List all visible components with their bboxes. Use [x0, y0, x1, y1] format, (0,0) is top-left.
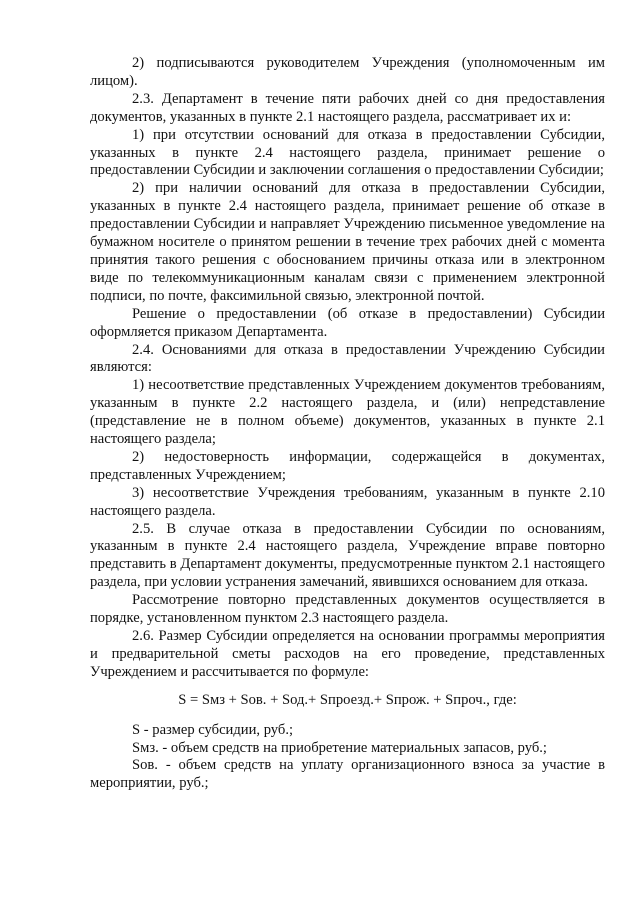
paragraph: 3) несоответствие Учреждения требованиям, указанным в пункте 2.10 настоящего раздела. [90, 484, 605, 519]
paragraph: 1) несоответствие представленных Учреждением документов требованиям, указанным в пункте 2.2 настоящего раздела, и (или) непредставление (представление не в полном объеме) документов, указанных в пункте 2.1 настоящего раздела; [90, 377, 605, 448]
definition-item: S - размер субсидии, руб.; [132, 721, 294, 738]
definition-item: Sов. - объем средств на уплату организационного взноса за участие в мероприятии, руб.; [90, 757, 605, 792]
formula: S = Sмз + Sов. + Sод.+ Sпроезд.+ Sпрож. + Sпроч., где: [178, 691, 517, 708]
paragraph: Решение о предоставлении (об отказе в предоставлении) Субсидии оформляется приказом Департамента. [90, 305, 605, 340]
definition-item: Sмз. - объем средств на приобретение материальных запасов, руб.; [132, 739, 547, 756]
document-page [90, 55, 605, 793]
paragraph: 2.4. Основаниями для отказа в предоставлении Учреждению Субсидии являются: [90, 341, 605, 376]
paragraph: 2.3. Департамент в течение пяти рабочих дней со дня предоставления документов, указанных в пункте 2.1 настоящего раздела, рассматривает их и: [90, 90, 605, 125]
paragraph: Рассмотрение повторно представленных документов осуществляется в порядке, установленном пунктом 2.3 настоящего раздела. [90, 592, 605, 627]
paragraph: 2) недостоверность информации, содержащейся в документах, представленных Учреждением; [90, 448, 605, 483]
paragraph: 2.5. В случае отказа в предоставлении Субсидии по основаниям, указанным в пункте 2.4 настоящего раздела, Учреждение вправе повторно представить в Департамент документы, предусмотренные пунктом 2.1 настоящего раздела, при условии устранения замечаний, явившихся основанием для отказа. [90, 520, 605, 591]
paragraph: 2) при наличии оснований для отказа в предоставлении Субсидии, указанных в пункте 2.4 настоящего раздела, принимает решение об отказе в предоставлении Субсидии и направляет Учреждению письменное уведомление на бумажном носителе о принятом решении в течение трех рабочих дней с момента принятия такого решения с обоснованием причины отказа или в электронном виде по телекоммуникационным каналам связи с применением электронной подписи, по почте, факсимильной связью, электронной почтой. [90, 180, 605, 304]
paragraph: 2.6. Размер Субсидии определяется на основании программы мероприятия и предварительной сметы расходов на его проведение, представленных Учреждением и рассчитывается по формуле: [90, 628, 605, 680]
paragraph: 2) подписываются руководителем Учреждения (уполномоченным им лицом). [90, 55, 605, 89]
paragraph: 1) при отсутствии оснований для отказа в предоставлении Субсидии, указанных в пункте 2.4 настоящего раздела, принимает решение о предоставлении Субсидии и заключении соглашения о предоставлении Субсидии; [90, 126, 605, 179]
